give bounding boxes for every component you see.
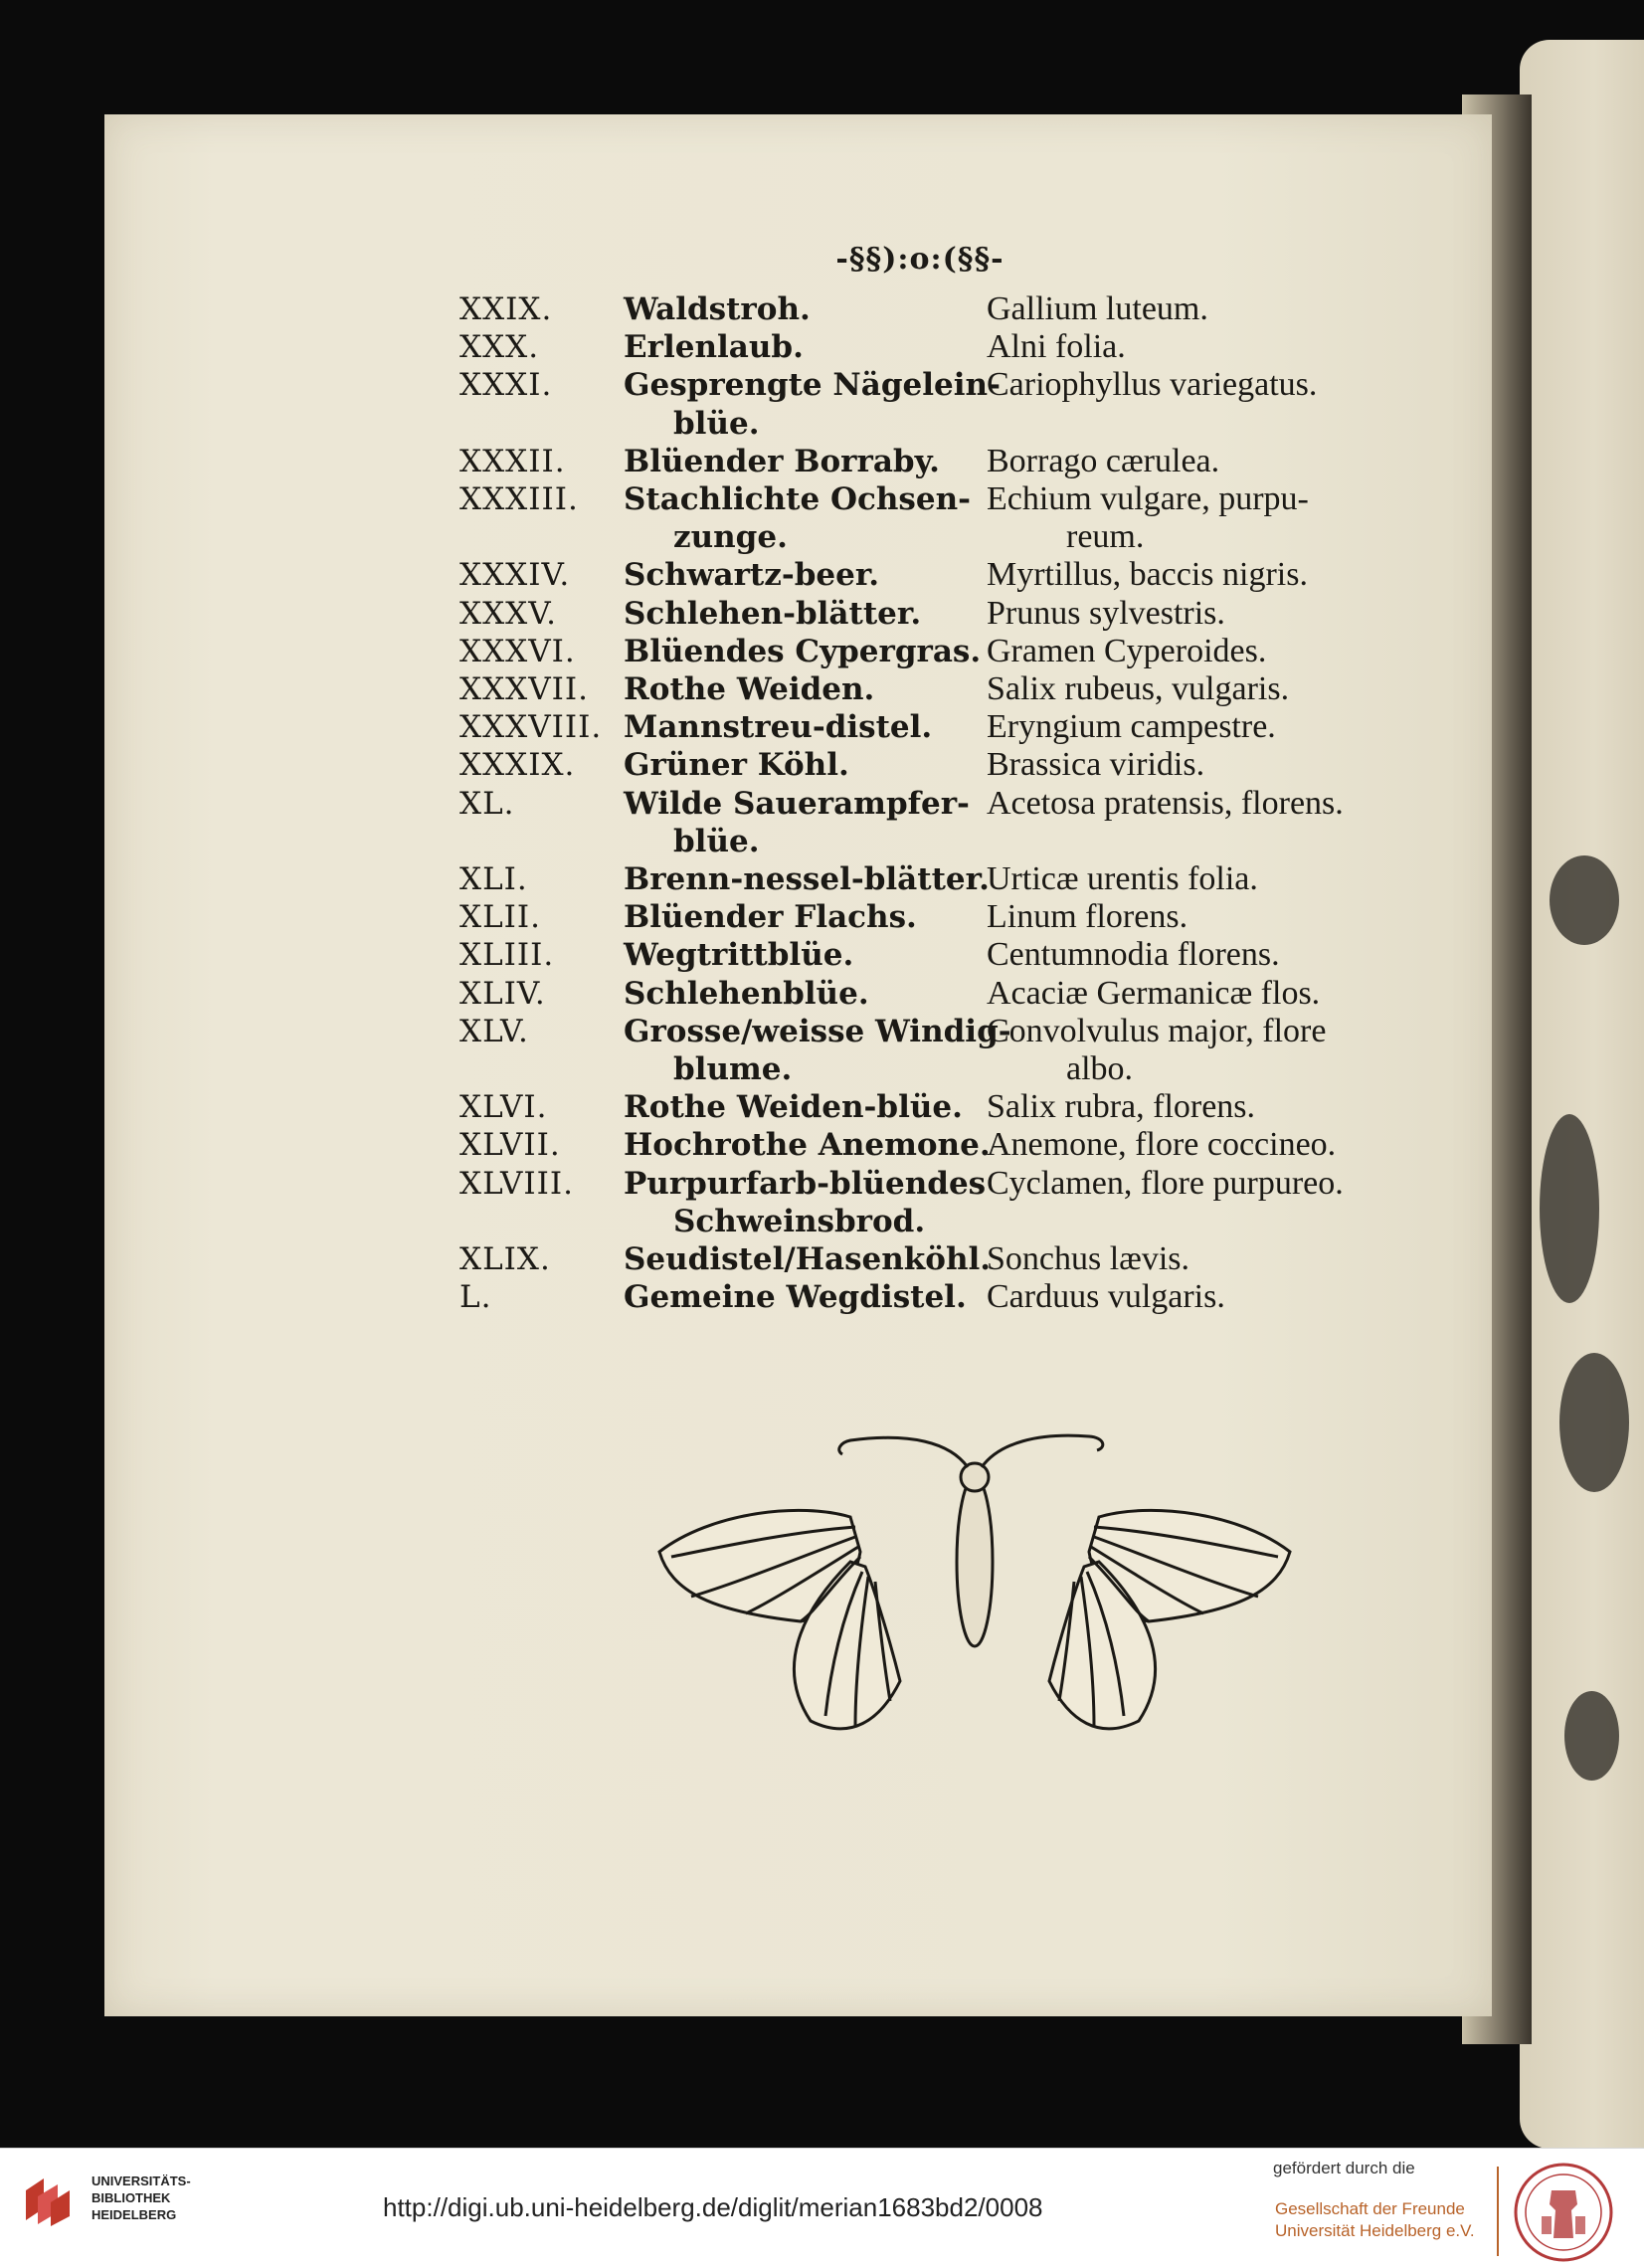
german-name-line: Schweinsbrod. — [673, 1203, 926, 1239]
german-name — [624, 595, 947, 633]
german-name — [624, 366, 1001, 442]
entry-number: XLVIII. — [459, 1165, 574, 1202]
latin-name — [987, 1126, 1414, 1164]
index-entry — [459, 366, 1414, 442]
index-entry — [459, 860, 1414, 898]
german-name-line: Hochrothe Anemone. — [624, 1127, 991, 1164]
latin-name-line: Myrtillus, baccis nigris. — [987, 556, 1308, 594]
german-name — [624, 746, 947, 784]
german-name — [624, 975, 947, 1013]
latin-name — [987, 670, 1414, 708]
latin-name — [987, 936, 1414, 974]
latin-name — [987, 1088, 1414, 1126]
german-name-line: Erlenlaub. — [624, 329, 804, 366]
entry-number: XLII. — [459, 899, 542, 936]
german-name — [624, 1278, 967, 1316]
latin-name — [987, 480, 1414, 556]
index-entry — [459, 556, 1414, 594]
german-name-line: Blüender Borraby. — [624, 443, 940, 479]
german-name-line: Waldstroh. — [624, 291, 811, 327]
butterfly-illustration — [651, 1432, 1298, 1741]
society-name: Gesellschaft der Freunde Universität Heidelberg e.V. — [1275, 2199, 1475, 2240]
german-name — [624, 936, 947, 974]
entry-number: XLIII. — [459, 937, 555, 974]
german-name — [624, 860, 990, 898]
german-name — [624, 1126, 991, 1164]
latin-name-line: Gallium luteum. — [987, 290, 1208, 327]
entry-number: XXXIV. — [459, 557, 571, 594]
latin-name-line: Urticæ urentis folia. — [987, 860, 1258, 897]
german-name-line: Schwartz-beer. — [624, 557, 880, 594]
entry-number: XL. — [459, 785, 515, 822]
index-entry — [459, 936, 1414, 974]
german-name — [624, 1165, 987, 1240]
german-name-line: Rothe Weiden-blüe. — [624, 1089, 963, 1126]
entry-number: XXXIII. — [459, 481, 579, 517]
index-entry — [459, 633, 1414, 670]
german-name — [624, 328, 947, 366]
entry-number: XXXV. — [459, 595, 558, 632]
index-entry — [459, 1240, 1414, 1278]
german-name-line: Wegtrittblüe. — [624, 937, 854, 974]
german-name-line: Seudistel/Hasenköhl. — [624, 1241, 992, 1277]
entry-number: XXXI. — [459, 367, 553, 404]
latin-name — [987, 785, 1414, 823]
index-entry — [459, 480, 1414, 556]
german-name — [624, 290, 947, 328]
facing-page-edge — [1520, 40, 1644, 2149]
index-entry — [459, 670, 1414, 708]
latin-name — [987, 366, 1414, 404]
permalink-url[interactable]: http://digi.ub.uni-heidelberg.de/diglit/merian1683bd2/0008 — [383, 2192, 1043, 2222]
index-entry — [459, 708, 1414, 746]
latin-name-line: reum. — [1066, 518, 1145, 556]
german-name-line: Schlehenblüe. — [624, 975, 869, 1012]
latin-name-line: Prunus sylvestris. — [987, 594, 1225, 632]
german-name — [624, 708, 947, 746]
entry-number: XXX. — [459, 329, 540, 366]
latin-name — [987, 1165, 1414, 1203]
entry-number: XLIV. — [459, 975, 546, 1012]
entry-number: XLV. — [459, 1013, 529, 1049]
german-name — [624, 1240, 992, 1278]
german-name-line: Mannstreu-distel. — [624, 709, 933, 746]
german-name-line: Stachlichte Ochsen- — [624, 481, 972, 517]
latin-name-line: Sonchus lævis. — [987, 1240, 1190, 1277]
german-name-line: Blüender Flachs. — [624, 899, 917, 936]
library-name: UNIVERSITÄTS- BIBLIOTHEK HEIDELBERG — [91, 2174, 191, 2222]
entry-number: XXXVI. — [459, 633, 576, 669]
latin-name-line: Borrago cærulea. — [987, 442, 1220, 479]
digitization-footer — [0, 2148, 1644, 2268]
latin-name — [987, 633, 1414, 670]
german-name — [624, 556, 947, 594]
entry-number: XLVI. — [459, 1089, 548, 1126]
entry-number: XLVII. — [459, 1127, 561, 1164]
index-entry — [459, 595, 1414, 633]
german-name-line: Gemeine Wegdistel. — [624, 1279, 967, 1316]
index-entry — [459, 328, 1414, 366]
latin-name-line: Centumnodia florens. — [987, 936, 1280, 974]
latin-name — [987, 898, 1414, 936]
latin-name-line: Carduus vulgaris. — [987, 1278, 1225, 1316]
index-entry — [459, 1126, 1414, 1164]
entry-number: XXXII. — [459, 443, 566, 479]
latin-name — [987, 595, 1414, 633]
latin-name-line: Salix rubra, florens. — [987, 1088, 1256, 1126]
latin-name-line: Gramen Cyperoides. — [987, 632, 1267, 669]
index-entry — [459, 1165, 1414, 1240]
index-entry — [459, 975, 1414, 1013]
index-entry — [459, 785, 1414, 860]
entry-number: XXXIX. — [459, 747, 576, 784]
latin-name — [987, 708, 1414, 746]
index-entry — [459, 898, 1414, 936]
header-ornament: -§§):o:(§§- — [835, 242, 1005, 277]
latin-name-line: Echium vulgare, purpu- — [987, 480, 1309, 517]
german-name — [624, 1088, 963, 1126]
german-name-line: Wilde Sauerampfer- — [624, 785, 970, 822]
german-name — [624, 670, 947, 708]
entry-number: L. — [459, 1279, 492, 1316]
latin-name — [987, 746, 1414, 784]
german-name — [624, 443, 947, 480]
latin-name-line: Convolvulus major, flore — [987, 1012, 1327, 1049]
latin-name — [987, 975, 1414, 1013]
index-entry — [459, 443, 1414, 480]
german-name-line: Brenn-nessel-blätter. — [624, 861, 990, 897]
footer-divider — [1497, 2167, 1499, 2256]
latin-name-line: Salix rubeus, vulgaris. — [987, 670, 1290, 707]
latin-name — [987, 290, 1414, 328]
latin-name-line: Cyclamen, flore purpureo. — [987, 1164, 1344, 1202]
german-name-line: zunge. — [673, 519, 788, 556]
german-name-line: Gesprengte Nägelein- — [624, 367, 1001, 404]
german-name-line: Schlehen-blätter. — [624, 595, 922, 632]
latin-name-line: albo. — [1066, 1050, 1134, 1087]
latin-name — [987, 1278, 1414, 1316]
latin-name-line: Anemone, flore coccineo. — [987, 1126, 1337, 1164]
german-name-line: Rothe Weiden. — [624, 671, 875, 707]
latin-name-line: Linum florens. — [987, 898, 1188, 936]
german-name-line: Grosse/weisse Windig- — [624, 1013, 1011, 1049]
german-name-line: blüe. — [673, 823, 760, 859]
university-seal-icon — [1512, 2161, 1616, 2265]
index-entry — [459, 746, 1414, 784]
latin-name — [987, 860, 1414, 898]
latin-name — [987, 556, 1414, 594]
german-name — [624, 898, 947, 936]
index-entry — [459, 1088, 1414, 1126]
index-entry — [459, 290, 1414, 328]
latin-name-line: Acetosa pratensis, florens. — [987, 784, 1344, 822]
german-name-line: Grüner Köhl. — [624, 747, 849, 784]
index-entry — [459, 1013, 1414, 1088]
university-library-logo-icon — [18, 2171, 76, 2228]
latin-name — [987, 1240, 1414, 1278]
german-name — [624, 785, 970, 860]
german-name-line: blüe. — [673, 405, 760, 442]
plant-index-list — [459, 290, 1414, 1316]
german-name — [624, 1013, 1011, 1088]
latin-name-line: Eryngium campestre. — [987, 708, 1276, 746]
latin-name — [987, 328, 1414, 366]
german-name — [624, 633, 982, 670]
latin-name-line: Alni folia. — [987, 328, 1126, 366]
german-name-line: blume. — [673, 1051, 793, 1087]
entry-number: XXXVIII. — [459, 709, 603, 746]
supported-by-label: gefördert durch die — [1273, 2159, 1415, 2177]
latin-name-line: Brassica viridis. — [987, 746, 1205, 784]
latin-name-line: Acaciæ Germanicæ flos. — [987, 974, 1321, 1012]
german-name-line: Purpurfarb-blüendes — [624, 1165, 987, 1202]
entry-number: XXXVII. — [459, 671, 589, 707]
german-name — [624, 480, 972, 556]
latin-name — [987, 443, 1414, 480]
index-entry — [459, 1278, 1414, 1316]
entry-number: XLI. — [459, 861, 528, 897]
entry-number: XLIX. — [459, 1241, 551, 1277]
entry-number: XXIX. — [459, 291, 553, 327]
german-name-line: Blüendes Cypergras. — [624, 633, 982, 669]
latin-name — [987, 1013, 1414, 1088]
latin-name-line: Cariophyllus variegatus. — [987, 366, 1318, 404]
